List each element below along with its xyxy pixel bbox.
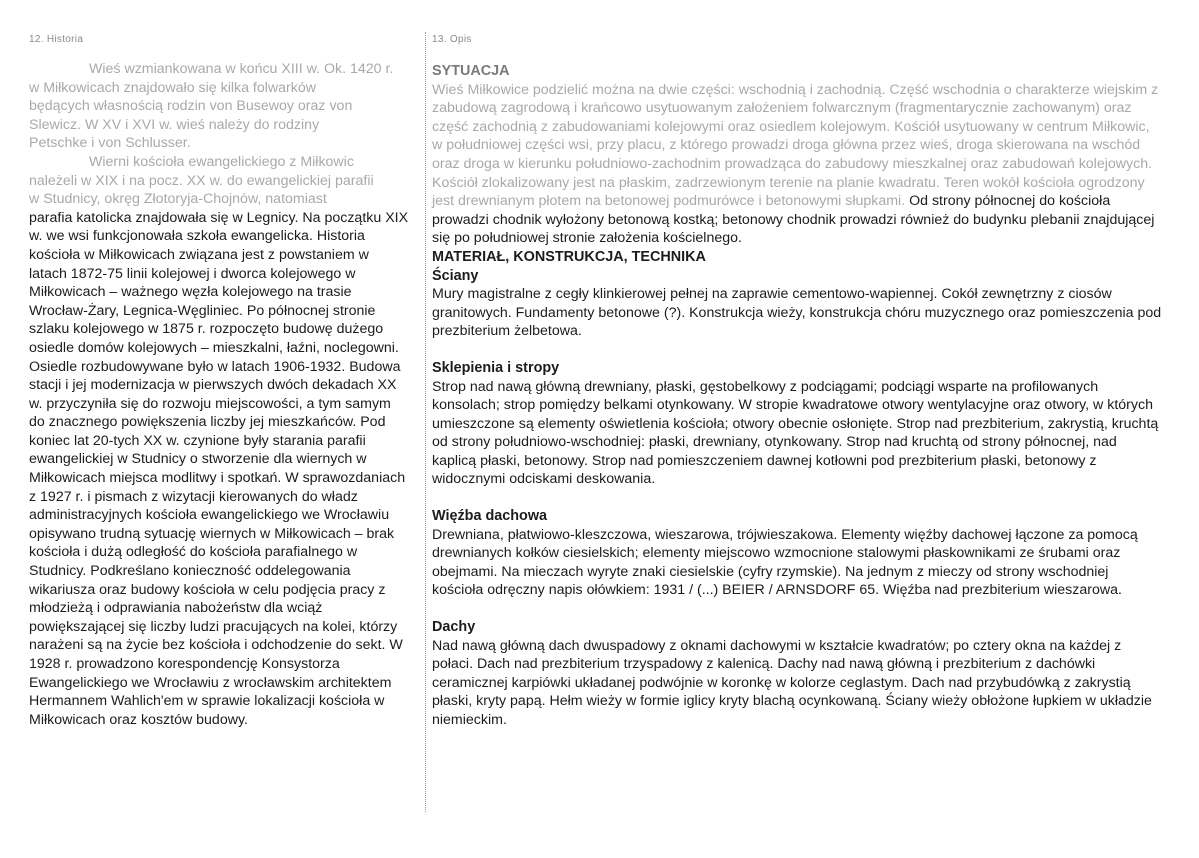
faded-line: Wieś wzmiankowana w końcu XIII w. Ok. 1420 r.: [89, 61, 394, 77]
section-text: Nad nawą główną dach dwuspadowy z oknami dachowymi w kształcie kwadratów; po cztery okna na każdej z połaci. Dach nad prezbiterium trzyspadowy z kalenicą. Dachy nad nawą główną i prezbiterium z dachówki ceramicznej karpiówki układanej podwójnie w koronkę w kolorze ceglastym. Dach nad przybudówką z zakrystią płaski, kryty papą. Hełm wieży w formie iglicy kryty blachą ocynkowaną. Ściany wieży obłożone łupkiem w układzie niemieckim.: [432, 637, 1152, 728]
faded-line: w Miłkowicach znajdowało się kilka folwarków: [29, 79, 317, 96]
faded-line: należeli w XIX i na pocz. XX w. do ewangelickiej parafii: [29, 172, 374, 189]
section-heading: Sklepienia i stropy: [432, 359, 560, 376]
history-paragraph: parafia katolicka znajdowała się w Legnicy. Na początku XIX w. we wsi funkcjonowała szkoła ewangelicka. Historia kościoła w Miłkowicach związana jest z powstaniem w latach 1872-75 linii kolejowej i dworca kolejowego w Miłkowicach – ważnego węzła kolejowego na trasie Wrocław-Żary, Legnica-Węgliniec. Po północnej stronie szlaku kolejowego w 1875 r. rozpoczęto budowę dużego osiedle domów kolejowych – mieszkalni, łaźni, noclegowni. Osiedle rozbudowywane było w latach 1906-1932. Budowa stacji i jej modernizacja w pierwszych dwóch dekadach XX w. przyczyniła się do rozwoju miejscowości, a tym samym do znacznego powiększenia liczby jej mieszkańców. Pod koniec lat 20-tych XX w. czynione były starania parafii ewangelickiej w Studnicy o stworzenie dla wiernych w Miłkowicach miejsca modlitwy i spotkań. W sprawozdaniach z 1927 r. i pismach z wizytacji kierowanych do władz administracyjnych kościoła ewangelickiego we Wrocławiu opisywano trudną sytuację wiernych w Miłkowicach – brak kościoła i dużą odległość do kościoła parafialnego w Studnicy. Podkreślano konieczność oddelegowania wikariusza oraz budowy kościoła w celu podjęcia pracy z młodzieżą i odprawiania nabożeństw dla wciąż powiększającej się liczby ludzi pracujących na kolei, którzy narażeni są na życie bez kościoła i odchodzenie do sekt. W 1928 r. prowadzono korespondencję Konsystorza Ewangelickiego we Wrocławiu z wrocławskim architektem Hermannem Wahlich'em w sprawie lokalizacji kościoła w Miłkowicach oraz kosztów budowy.: [29, 209, 409, 728]
roofs-section: [432, 618, 1162, 730]
material-heading: MATERIAŁ, KONSTRUKCJA, TECHNIKA: [432, 248, 706, 265]
section-text: Mury magistralne z cegły klinkierowej pełnej na zaprawie cementowo-wapiennej. Cokół zewnętrzny z ciosów granitowych. Fundamenty betonowe (?). Konstrukcja wieży, konstrukcja chóru muzycznego oraz pomieszczenia pod prezbiterium żelbetowa.: [432, 286, 1162, 340]
faded-line: będących własnością rodzin von Busewoy oraz von: [29, 98, 353, 115]
situation-faded-text: Wieś Miłkowice podzielić można na dwie części: wschodnią i zachodnią. Część wschodnia o charakterze wiejskim z zabudową zagrodową i krańcowo usytuowanym założeniem folwarcznym (fragmentarycznie zachowanym) oraz część zachodnią z zabudowaniami kolejowymi oraz osiedlem kolejowym. Kościół usytuowany w centrum Miłkowic, w południowej części wsi, przy placu, z którego prowadzi droga główna przez wieś, droga skierowana na wschód oraz droga w kierunku południowo-zachodnim prowadząca do zabudowy mieszkalnej oraz zabudowań kolejowych. Kościół zlokalizowany jest na płaskim, zadrzewionym terenie na planie kwadratu. Teren wokół kościoła ogrodzony jest drewnianym płotem na betonowej podmurówce i betonowymi słupkami.: [432, 81, 1159, 210]
faded-line: Wierni kościoła ewangelickiego z Miłkowic: [89, 153, 354, 170]
situation-paragraph: [432, 81, 1162, 248]
roof-truss-section: [432, 507, 1162, 600]
faded-line: w Studnicy, okręg Złotoryja-Chojnów, natomiast: [29, 191, 327, 208]
section-heading: Więźba dachowa: [432, 508, 548, 525]
right-page-label: 13. Opis: [432, 34, 472, 45]
column-divider: [425, 32, 426, 812]
situation-heading: SYTUACJA: [432, 63, 510, 79]
section-heading: Dachy: [432, 619, 476, 636]
section-text: Drewniana, płatwiowo-kleszczowa, wieszarowa, trójwieszakowa. Elementy więźby dachowej łączone za pomocą drewnianych kołków ciesielskich; elementy miejscowo wzmocnione stalowymi płaskownikami ze śrubami oraz obejmami. Na mieczach wyryte znaki ciesielskie (cyfry rzymskie). Na jednym z mieczy od strony wschodniej kościoła odręczny napis ołówkiem: 1931 / (...) BEIER / ARNSDORF 65. Więźba nad prezbiterium wieszarowa.: [432, 526, 1138, 599]
description-column: [432, 62, 1162, 748]
situation-text: Od strony północnej do kościoła prowadzi chodnik wyłożony betonową kostką; betonowy chodnik prowadzi również do budynku plebanii znajdującej się po południowej stronie założenia kościelnego.: [432, 193, 1155, 247]
walls-section: [432, 267, 1162, 341]
faded-line: Slewicz. W XV i XVI w. wieś należy do rodziny: [29, 116, 320, 133]
section-heading: Ściany: [432, 267, 479, 284]
section-text: Strop nad nawą główną drewniany, płaski, gęstobelkowy z podciągami; podciągi wsparte na profilowanych konsolach; strop pomiędzy belkami otynkowany. W stropie kwadratowe otwory wentylacyjne oraz otwory, w których umieszczone są elementy oświetlenia kościoła; otwory obecnie osłonięte. Strop nad prezbiterium, zakrystią, kruchtą od strony południowo-wschodniej: płaski, drewniany, otynkowany. Strop nad kruchtą od strony północnej, nad kaplicą płaski, betonowy. Strop nad pomieszczeniem dawnej kotłowni pod prezbiterium płaski, betonowy z widocznymi odciskami deskowania.: [432, 378, 1159, 488]
left-page-label: 12. Historia: [29, 34, 84, 45]
faded-line: Petschke i von Schlusser.: [29, 135, 191, 152]
vaults-ceilings-section: [432, 359, 1162, 489]
history-column: [29, 60, 409, 729]
